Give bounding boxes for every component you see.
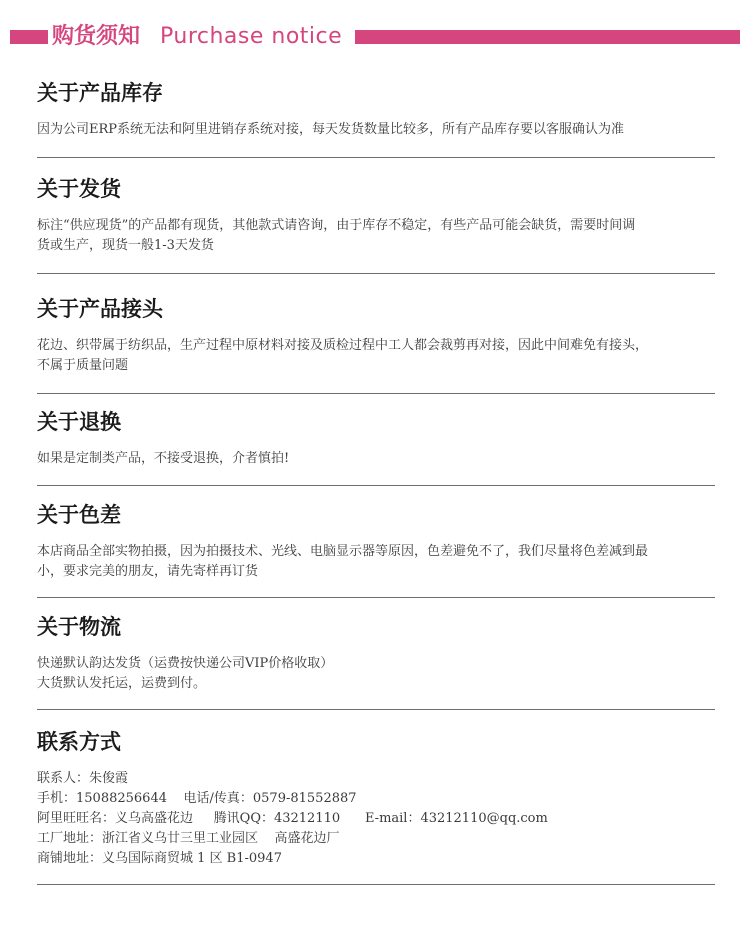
section-text-line: 小，要求完美的朋友，请先寄样再订货 (37, 564, 259, 579)
section-heading: 关于色差 (37, 503, 121, 527)
contact-factory-address: 工厂地址：浙江省义乌廿三里工业园区 高盛花边厂 (37, 831, 340, 846)
section-heading: 关于发货 (37, 177, 121, 201)
contact-person: 联系人：朱俊霞 (37, 771, 129, 786)
section-shipping (37, 176, 717, 256)
banner-bar-right (355, 30, 740, 44)
purchase-notice-banner (0, 0, 750, 70)
section-text-line: 本店商品全部实物拍摄，因为拍摄技术、光线、电脑显示器等原因，色差避免不了，我们尽量将色差减到最 (37, 544, 649, 559)
section-text-line: 因为公司ERP系统无法和阿里进销存系统对接，每天发货数量比较多，所有产品库存要以客服确认为准 (37, 122, 625, 137)
section-contact (37, 729, 717, 869)
section-returns (37, 409, 717, 469)
contact-shop-address: 商铺地址：义乌国际商贸城 1 区 B1-0947 (37, 851, 282, 866)
section-divider (37, 709, 715, 710)
section-divider (37, 884, 715, 885)
section-joints (37, 296, 717, 376)
section-stock (37, 80, 717, 140)
section-heading: 联系方式 (37, 730, 121, 754)
section-divider (37, 393, 715, 394)
section-divider (37, 597, 715, 598)
section-divider (37, 273, 715, 274)
section-heading: 关于物流 (37, 615, 121, 639)
section-heading: 关于退换 (37, 410, 121, 434)
section-divider (37, 157, 715, 158)
section-text-line: 大货默认发托运，运费到付。 (37, 676, 207, 691)
section-divider (37, 485, 715, 486)
section-text-line: 标注“供应现货”的产品都有现货，其他款式请咨询，由于库存不稳定，有些产品可能会缺货，需要时间调 (37, 218, 636, 233)
banner-title-en: Purchase notice (160, 24, 343, 49)
section-text-line: 不属于质量问题 (37, 358, 129, 373)
contact-wangwang-qq-email: 阿里旺旺名：义乌高盛花边 腾讯QQ：43212110 E-mail：43212110@qq.com (37, 811, 548, 826)
section-text-line: 货或生产，现货一般1-3天发货 (37, 238, 214, 253)
banner-bar-left (10, 30, 48, 44)
banner-title-cn: 购货须知 (52, 24, 141, 49)
section-heading: 关于产品接头 (37, 297, 163, 321)
section-text-line: 花边、织带属于纺织品，生产过程中原材料对接及质检过程中工人都会裁剪再对接，因此中间难免有接头， (37, 338, 649, 353)
section-heading: 关于产品库存 (37, 81, 163, 105)
section-color-difference (37, 502, 717, 582)
contact-phone: 手机：15088256644 电话/传真：0579-81552887 (37, 791, 357, 806)
section-text-line: 快递默认韵达发货（运费按快递公司VIP价格收取） (37, 656, 334, 671)
section-logistics (37, 614, 717, 694)
section-text-line: 如果是定制类产品，不接受退换，介者慎拍! (37, 451, 290, 466)
